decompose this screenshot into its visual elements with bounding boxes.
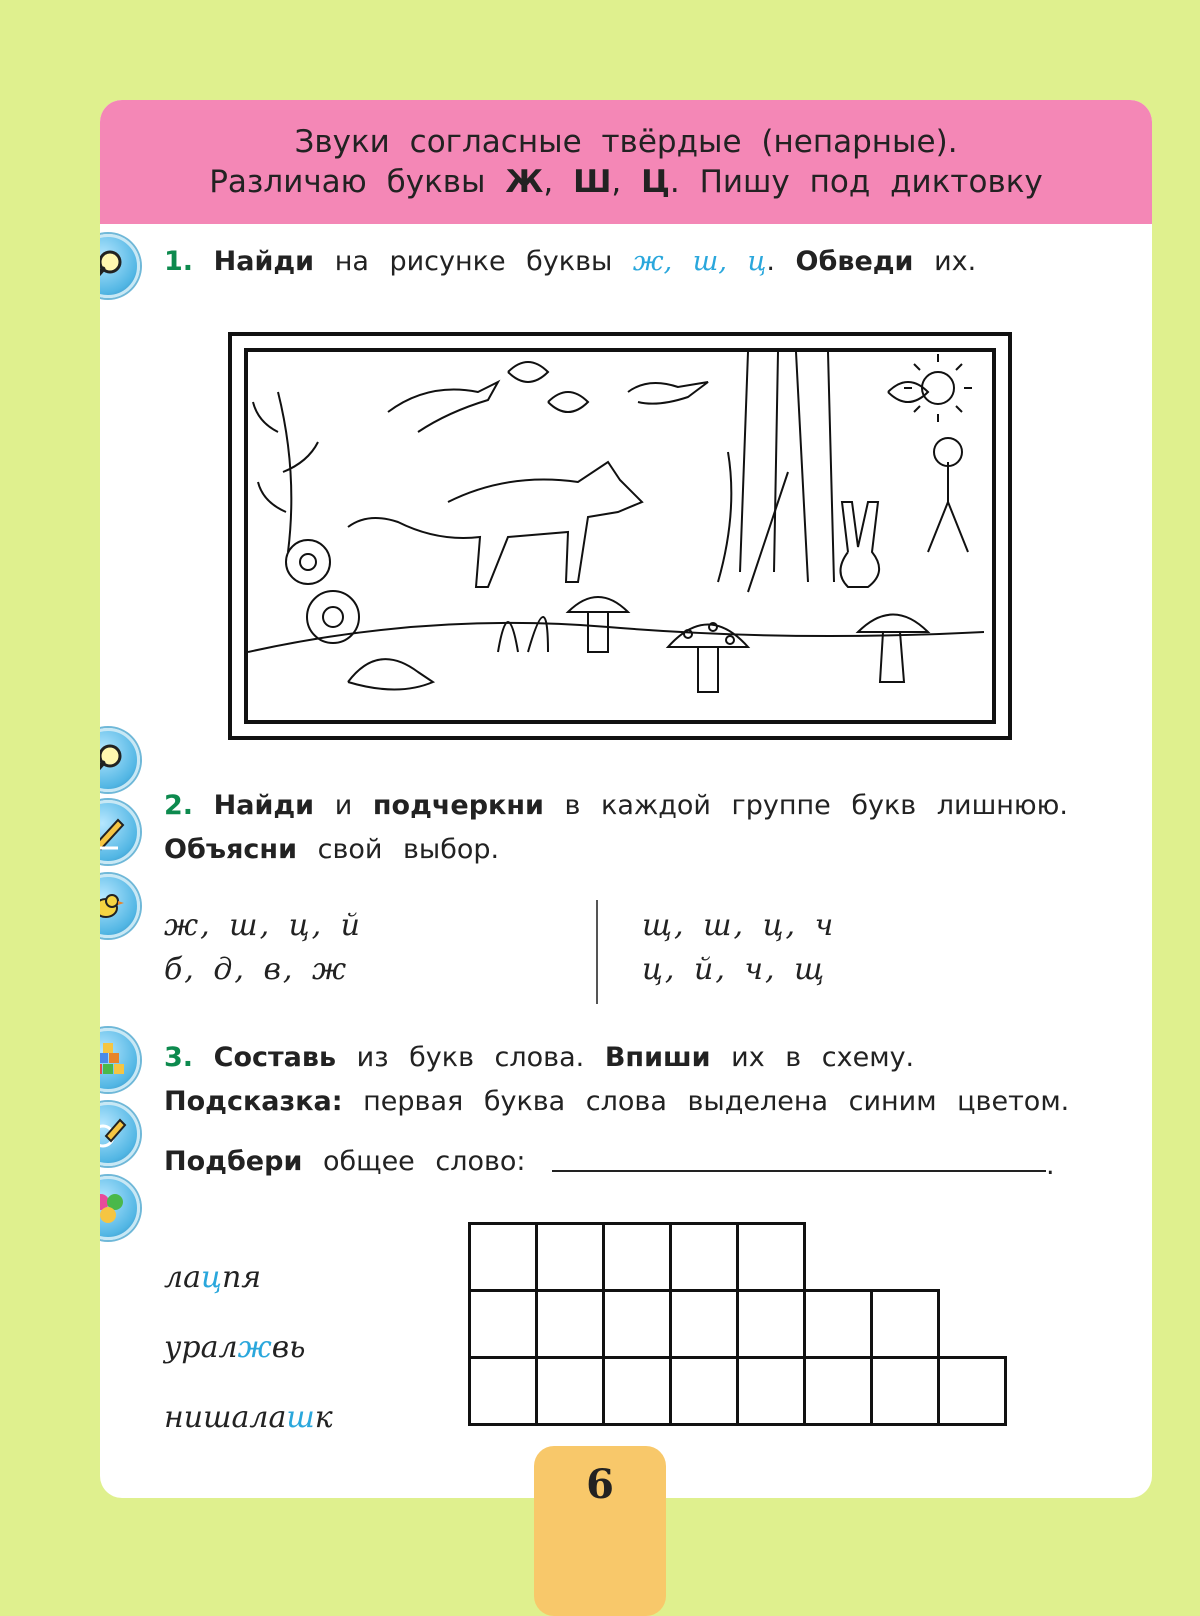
word-part: ла — [164, 1260, 201, 1295]
hint-text: первая буква слова выделена синим цветом. — [363, 1086, 1070, 1117]
scrambled-word-2 — [164, 1330, 306, 1365]
pencil-icon — [100, 800, 140, 864]
magnifier-icon — [100, 728, 140, 792]
colors-icon — [100, 1176, 140, 1240]
answer-cell[interactable] — [468, 1289, 538, 1359]
task-number: 2. — [164, 790, 194, 821]
task-text: в каждой группе букв лишнюю. — [564, 790, 1068, 821]
answer-cell[interactable] — [736, 1222, 806, 1292]
task-verb: Впиши — [604, 1042, 711, 1073]
picture-frame — [244, 348, 996, 724]
task-dot: . — [766, 246, 775, 277]
answer-cell[interactable] — [602, 1222, 672, 1292]
word-part: к — [314, 1400, 333, 1435]
first-letter-highlight: ж — [237, 1330, 272, 1365]
task-verb: Обведи — [795, 246, 914, 277]
answer-cell[interactable] — [535, 1356, 605, 1426]
task-3-common-word — [164, 1140, 526, 1184]
comma: , — [543, 164, 554, 200]
answer-cell[interactable] — [803, 1356, 873, 1426]
task-2-line2 — [164, 828, 499, 872]
letter-group-2: б, д, в, ж — [164, 952, 349, 987]
answer-cell[interactable] — [803, 1289, 873, 1359]
answer-cell[interactable] — [535, 1222, 605, 1292]
letter-group-4: ц, й, ч, щ — [642, 952, 827, 987]
task-number: 1. — [164, 246, 194, 277]
task-verb: подчеркни — [372, 790, 544, 821]
letter-sh: Ш — [573, 164, 612, 200]
pencil-circle-icon — [100, 1102, 140, 1166]
task-1 — [164, 240, 976, 284]
task-text: из букв слова. — [356, 1042, 585, 1073]
task-verb: Подбери — [164, 1146, 303, 1177]
answer-cell[interactable] — [937, 1356, 1007, 1426]
title-prefix: Различаю буквы — [209, 164, 486, 200]
word-part: нишала — [164, 1400, 287, 1435]
answer-cell[interactable] — [736, 1289, 806, 1359]
task-text: общее слово: — [322, 1146, 526, 1177]
answer-cell[interactable] — [870, 1356, 940, 1426]
answer-cell[interactable] — [669, 1356, 739, 1426]
task-3-line1 — [164, 1036, 914, 1080]
task-text: их в схему. — [731, 1042, 915, 1073]
line-end-dot: . — [1046, 1150, 1055, 1181]
answer-cell[interactable] — [870, 1289, 940, 1359]
answer-cell[interactable] — [468, 1222, 538, 1292]
letter-group-3: щ, ш, ц, ч — [642, 908, 836, 943]
task-number: 3. — [164, 1042, 194, 1073]
task-verb: Найди — [213, 246, 315, 277]
magnifier-icon — [100, 234, 140, 298]
task-text: на рисунке буквы — [334, 246, 613, 277]
first-letter-highlight: ш — [286, 1400, 315, 1435]
letter-ts: Ц — [641, 164, 670, 200]
answer-cell[interactable] — [468, 1356, 538, 1426]
workbook-page — [100, 100, 1152, 1498]
task-letters: ж, ш, ц — [632, 246, 767, 277]
page-number: 6 — [534, 1446, 666, 1616]
answer-cell[interactable] — [736, 1356, 806, 1426]
answer-cell[interactable] — [669, 1289, 739, 1359]
lesson-title-line1: Звуки согласные твёрдые (непарные). — [294, 124, 958, 160]
scrambled-word-3 — [164, 1400, 333, 1435]
letter-group-1: ж, ш, ц, й — [164, 908, 362, 943]
word-part: вь — [271, 1330, 306, 1365]
task-verb: Объясни — [164, 834, 298, 865]
common-word-answer-line[interactable] — [552, 1170, 1046, 1172]
bird-icon — [100, 874, 140, 938]
lesson-title-line2 — [100, 164, 1152, 200]
divider — [596, 900, 598, 1004]
answer-cell[interactable] — [602, 1289, 672, 1359]
letter-zh: Ж — [505, 164, 544, 200]
hint-label: Подсказка: — [164, 1086, 343, 1117]
task-text: и — [334, 790, 353, 821]
comma: , — [611, 164, 622, 200]
word-part: пя — [221, 1260, 262, 1295]
answer-cell[interactable] — [535, 1289, 605, 1359]
task-text: их. — [934, 246, 977, 277]
title-suffix: . Пишу под диктовку — [669, 164, 1043, 200]
forest-illustration — [248, 352, 984, 712]
forest-coloring-picture — [228, 332, 1012, 740]
task-text: свой выбор. — [317, 834, 500, 865]
task-3-hint — [164, 1080, 1069, 1124]
word-part: урал — [164, 1330, 238, 1365]
task-2-line1 — [164, 784, 1068, 828]
task-verb: Найди — [213, 790, 315, 821]
answer-cell[interactable] — [602, 1356, 672, 1426]
blocks-icon — [100, 1028, 140, 1092]
lesson-header — [100, 100, 1152, 224]
task-verb: Составь — [213, 1042, 337, 1073]
first-letter-highlight: ц — [201, 1260, 222, 1295]
answer-cell[interactable] — [669, 1222, 739, 1292]
scrambled-word-1 — [164, 1260, 261, 1295]
